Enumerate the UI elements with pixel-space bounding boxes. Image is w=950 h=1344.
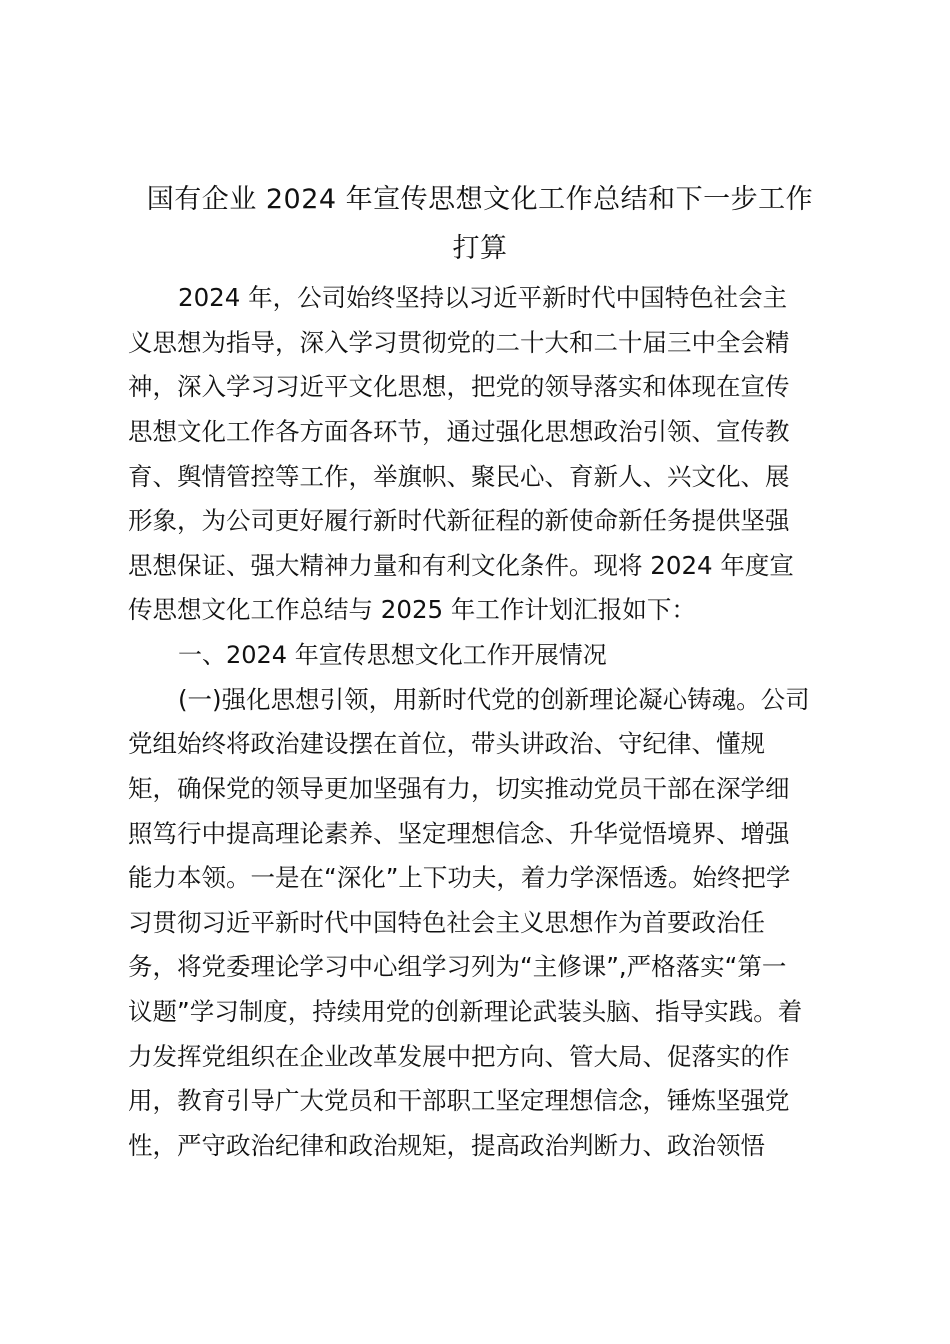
document-title-line-2: 打算 — [452, 233, 508, 264]
paragraph-2-line-6: 习贯彻习近平新时代中国特色社会主义思想作为首要政治任 — [128, 908, 765, 937]
paragraph-2-line-9: 力发挥党组织在企业改革发展中把方向、管大局、促落实的作 — [128, 1042, 790, 1071]
paragraph-1-line-6: 形象，为公司更好履行新时代新征程的新使命新任务提供坚强 — [128, 506, 790, 535]
section-heading-1: 一、2024 年宣传思想文化工作开展情况 — [178, 641, 607, 669]
paragraph-1-line-1: 2024 年，公司始终坚持以习近平新时代中国特色社会主 — [178, 283, 788, 312]
paragraph-1-line-5: 育、舆情管控等工作，举旗帜、聚民心、育新人、兴文化、展 — [128, 462, 790, 491]
paragraph-2-line-7: 务，将党委理论学习中心组学习列为“主修课”,严格落实“第一 — [128, 952, 787, 981]
paragraph-2-line-10: 用，教育引导广大党员和干部职工坚定理想信念，锤炼坚强党 — [128, 1086, 790, 1115]
paragraph-2-line-8: 议题”学习制度，持续用党的创新理论武装头脑、指导实践。着 — [128, 997, 803, 1026]
paragraph-2-line-1: (一)强化思想引领，用新时代党的创新理论凝心铸魂。公司 — [178, 685, 810, 714]
paragraph-2-line-2: 党组始终将政治建设摆在首位，带头讲政治、守纪律、懂规 — [128, 729, 765, 758]
paragraph-2-line-4: 照笃行中提高理论素养、坚定理想信念、升华觉悟境界、增强 — [128, 819, 790, 848]
paragraph-1-line-7: 思想保证、强大精神力量和有利文化条件。现将 2024 年度宣 — [128, 551, 794, 580]
paragraph-1-line-4: 思想文化工作各方面各环节，通过强化思想政治引领、宣传教 — [128, 417, 790, 446]
paragraph-2-line-3: 矩，确保党的领导更加坚强有力，切实推动党员干部在深学细 — [128, 774, 790, 803]
document-title-line-1: 国有企业 2024 年宣传思想文化工作总结和下一步工作 — [146, 184, 814, 215]
paragraph-2-line-11: 性，严守政治纪律和政治规矩，提高政治判断力、政治领悟 — [128, 1131, 765, 1160]
paragraph-1-line-8: 传思想文化工作总结与 2025 年工作计划汇报如下： — [128, 595, 696, 624]
paragraph-1-line-3: 神，深入学习习近平文化思想，把党的领导落实和体现在宣传 — [128, 372, 790, 401]
paragraph-1-line-2: 义思想为指导，深入学习贯彻党的二十大和二十届三中全会精 — [128, 328, 790, 357]
paragraph-2-line-5: 能力本领。一是在“深化”上下功夫，着力学深悟透。始终把学 — [128, 863, 791, 892]
